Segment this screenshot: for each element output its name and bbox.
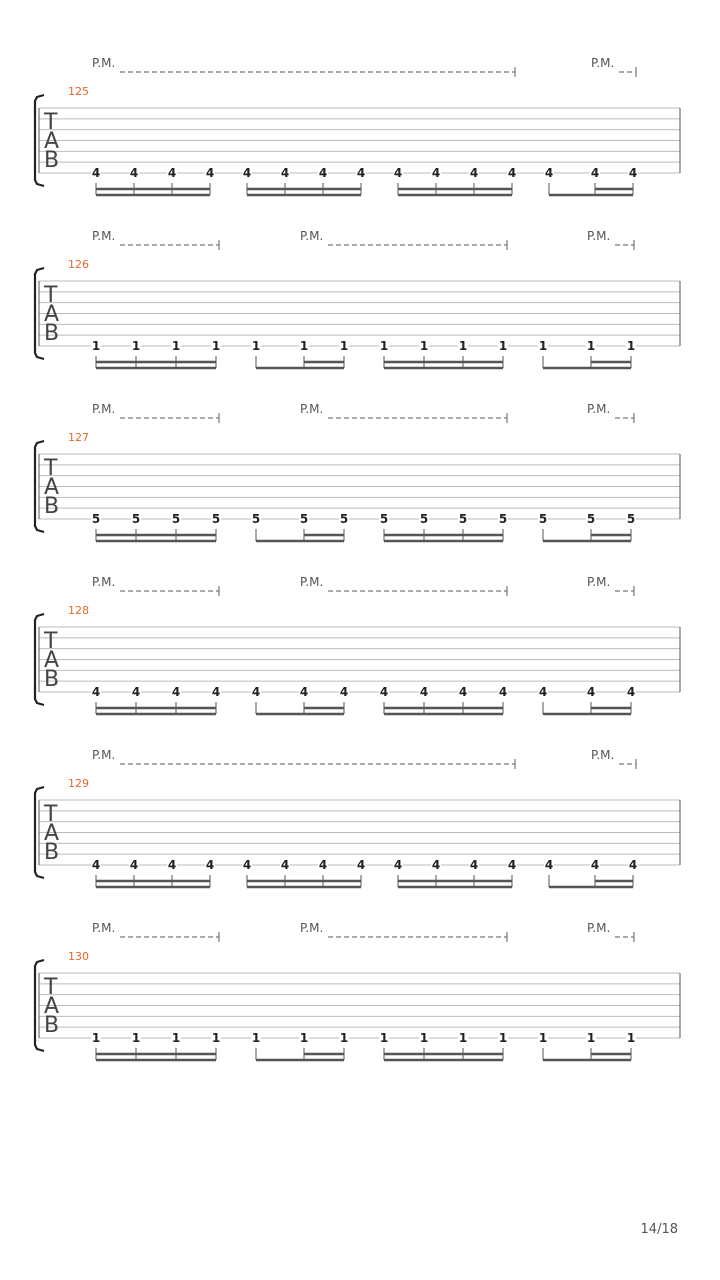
fret-number: 4 [393, 166, 403, 180]
tab-clef-t: T [44, 283, 58, 308]
fret-number: 5 [299, 512, 309, 526]
tab-clef-t: T [44, 975, 58, 1000]
fret-number: 4 [211, 685, 221, 699]
fret-number: 5 [211, 512, 221, 526]
palm-mute-label: P.M. [300, 402, 324, 416]
fret-number: 4 [318, 858, 328, 872]
tab-clef-b: B [44, 494, 60, 519]
fret-number: 4 [280, 166, 290, 180]
fret-number: 5 [91, 512, 101, 526]
fret-number: 4 [431, 166, 441, 180]
fret-number: 4 [205, 166, 215, 180]
fret-number: 1 [211, 339, 221, 353]
palm-mute-label: P.M. [92, 575, 116, 589]
measure-number: 128 [68, 604, 89, 617]
fret-number: 4 [129, 858, 139, 872]
palm-mute-label: P.M. [92, 921, 116, 935]
fret-number: 1 [458, 339, 468, 353]
fret-number: 4 [251, 685, 261, 699]
fret-number: 1 [586, 339, 596, 353]
fret-number: 4 [167, 166, 177, 180]
fret-number: 4 [544, 166, 554, 180]
palm-mute-label: P.M. [92, 56, 116, 70]
fret-number: 4 [469, 858, 479, 872]
fret-number: 1 [419, 1031, 429, 1045]
fret-number: 1 [171, 1031, 181, 1045]
fret-number: 1 [251, 339, 261, 353]
tab-clef-t: T [44, 456, 58, 481]
fret-number: 4 [393, 858, 403, 872]
tab-clef-a: A [44, 475, 60, 500]
palm-mute-label: P.M. [92, 748, 116, 762]
fret-number: 1 [91, 339, 101, 353]
tab-clef-t: T [44, 629, 58, 654]
fret-number: 5 [171, 512, 181, 526]
palm-mute-label: P.M. [591, 748, 615, 762]
fret-number: 4 [91, 858, 101, 872]
fret-number: 4 [171, 685, 181, 699]
palm-mute-label: P.M. [587, 921, 611, 935]
fret-number: 1 [538, 1031, 548, 1045]
tab-clef-a: A [44, 129, 60, 154]
fret-number: 1 [299, 339, 309, 353]
fret-number: 1 [379, 339, 389, 353]
fret-number: 1 [458, 1031, 468, 1045]
fret-number: 4 [628, 858, 638, 872]
fret-number: 4 [498, 685, 508, 699]
palm-mute-label: P.M. [300, 575, 324, 589]
tab-clef-b: B [44, 321, 60, 346]
fret-number: 4 [586, 685, 596, 699]
fret-number: 4 [299, 685, 309, 699]
fret-number: 5 [586, 512, 596, 526]
tab-clef-a: A [44, 648, 60, 673]
fret-number: 1 [586, 1031, 596, 1045]
measure-number: 125 [68, 85, 89, 98]
fret-number: 4 [379, 685, 389, 699]
measure-number: 126 [68, 258, 89, 271]
fret-number: 1 [538, 339, 548, 353]
fret-number: 4 [205, 858, 215, 872]
fret-number: 4 [91, 685, 101, 699]
fret-number: 1 [171, 339, 181, 353]
measure-number: 127 [68, 431, 89, 444]
fret-number: 4 [544, 858, 554, 872]
measure-number: 130 [68, 950, 89, 963]
fret-number: 4 [628, 166, 638, 180]
fret-number: 5 [379, 512, 389, 526]
fret-number: 1 [299, 1031, 309, 1045]
fret-number: 4 [131, 685, 141, 699]
fret-number: 1 [498, 1031, 508, 1045]
fret-number: 4 [280, 858, 290, 872]
fret-number: 4 [356, 858, 366, 872]
fret-number: 5 [458, 512, 468, 526]
fret-number: 1 [131, 339, 141, 353]
fret-number: 5 [339, 512, 349, 526]
fret-number: 4 [590, 166, 600, 180]
tab-clef-b: B [44, 667, 60, 692]
fret-number: 4 [167, 858, 177, 872]
tab-clef-b: B [44, 1013, 60, 1038]
fret-number: 1 [339, 1031, 349, 1045]
fret-number: 1 [419, 339, 429, 353]
palm-mute-label: P.M. [300, 921, 324, 935]
palm-mute-label: P.M. [92, 229, 116, 243]
fret-number: 1 [498, 339, 508, 353]
palm-mute-label: P.M. [587, 402, 611, 416]
palm-mute-label: P.M. [587, 229, 611, 243]
tab-clef-t: T [44, 110, 58, 135]
fret-number: 4 [507, 858, 517, 872]
fret-number: 1 [339, 339, 349, 353]
tab-clef-a: A [44, 994, 60, 1019]
fret-number: 5 [251, 512, 261, 526]
fret-number: 4 [242, 858, 252, 872]
palm-mute-label: P.M. [587, 575, 611, 589]
fret-number: 4 [590, 858, 600, 872]
fret-number: 1 [131, 1031, 141, 1045]
fret-number: 4 [91, 166, 101, 180]
fret-number: 1 [91, 1031, 101, 1045]
fret-number: 5 [498, 512, 508, 526]
fret-number: 4 [129, 166, 139, 180]
tab-clef-a: A [44, 821, 60, 846]
page-number: 14/18 [640, 1222, 678, 1237]
fret-number: 1 [251, 1031, 261, 1045]
palm-mute-label: P.M. [300, 229, 324, 243]
fret-number: 4 [626, 685, 636, 699]
tab-clef-b: B [44, 840, 60, 865]
fret-number: 4 [507, 166, 517, 180]
palm-mute-label: P.M. [92, 402, 116, 416]
fret-number: 4 [242, 166, 252, 180]
fret-number: 1 [211, 1031, 221, 1045]
fret-number: 5 [538, 512, 548, 526]
fret-number: 5 [419, 512, 429, 526]
tab-clef-b: B [44, 148, 60, 173]
fret-number: 4 [356, 166, 366, 180]
fret-number: 4 [339, 685, 349, 699]
palm-mute-label: P.M. [591, 56, 615, 70]
fret-number: 4 [318, 166, 328, 180]
fret-number: 5 [131, 512, 141, 526]
fret-number: 1 [626, 339, 636, 353]
measure-number: 129 [68, 777, 89, 790]
fret-number: 4 [431, 858, 441, 872]
fret-number: 4 [469, 166, 479, 180]
fret-number: 4 [419, 685, 429, 699]
fret-number: 4 [538, 685, 548, 699]
fret-number: 5 [626, 512, 636, 526]
fret-number: 1 [626, 1031, 636, 1045]
tab-clef-a: A [44, 302, 60, 327]
fret-number: 4 [458, 685, 468, 699]
fret-number: 1 [379, 1031, 389, 1045]
tab-clef-t: T [44, 802, 58, 827]
